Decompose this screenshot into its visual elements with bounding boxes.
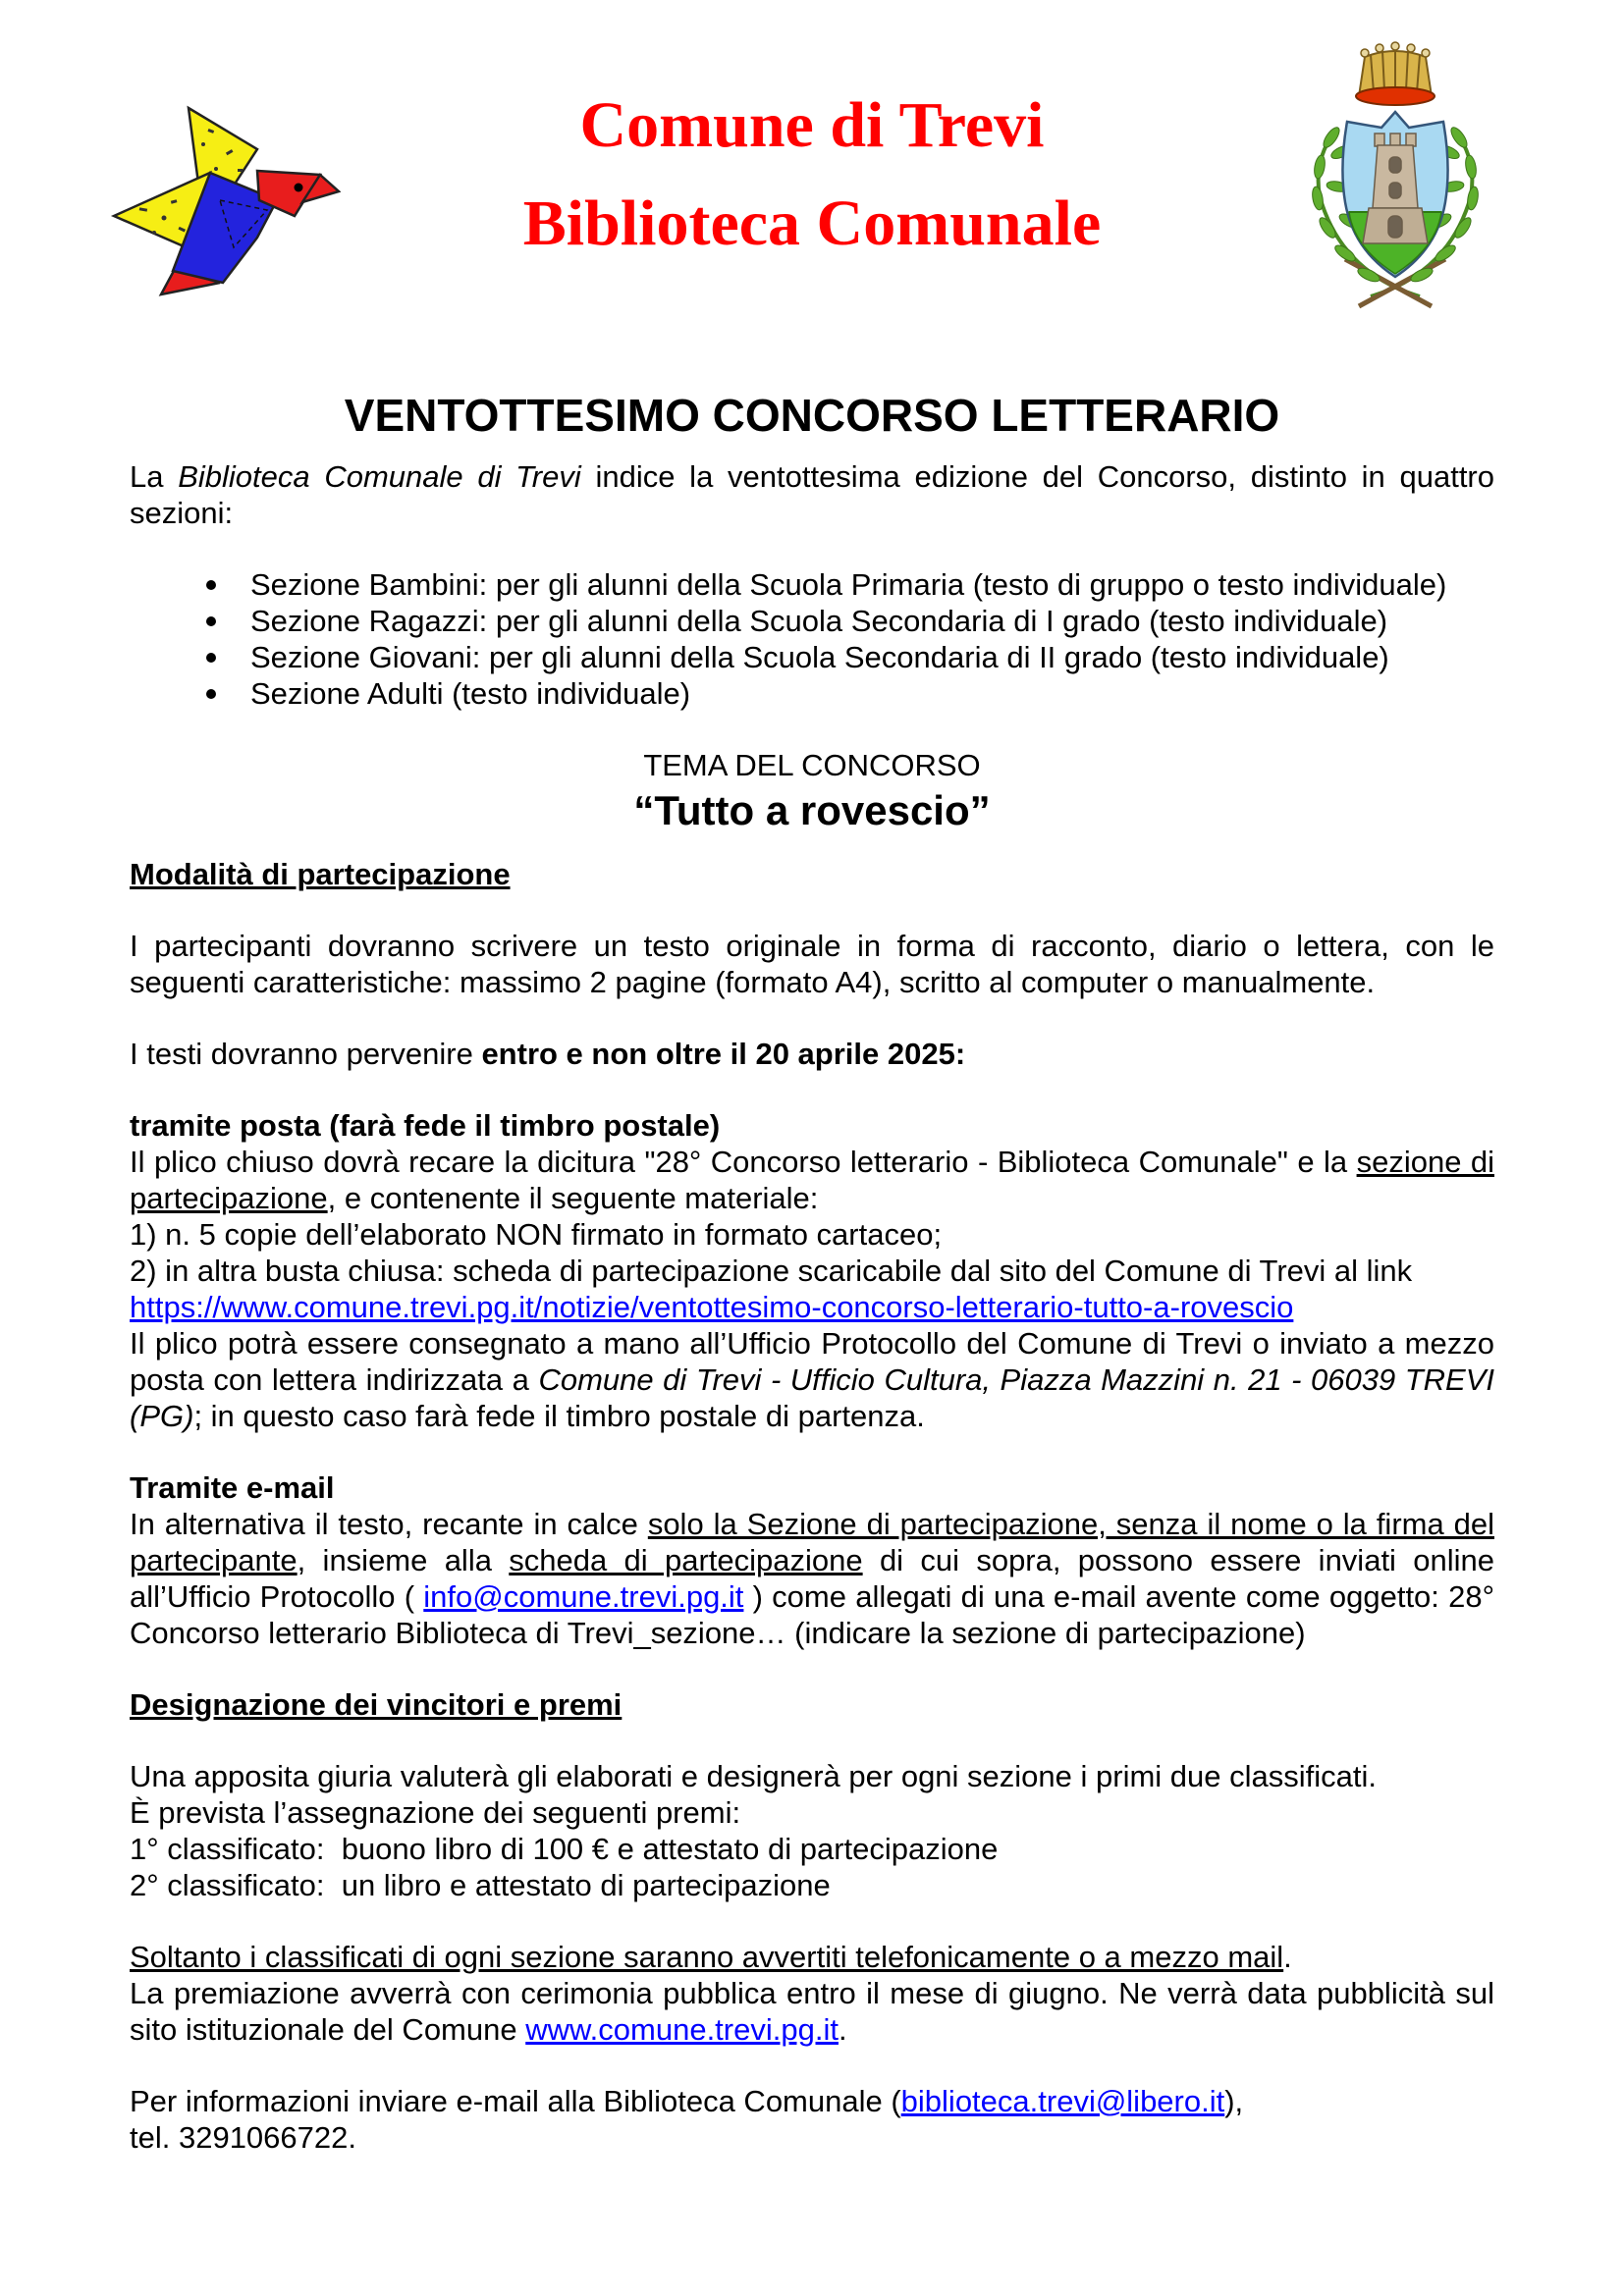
consegna-paragraph — [130, 1325, 1494, 1434]
tema-label: TEMA DEL CONCORSO — [643, 748, 981, 782]
heading-tramite-posta: tramite posta (farà fede il timbro postale) — [130, 1108, 721, 1143]
document-body — [0, 389, 1624, 2156]
avviso-paragraph — [130, 1939, 1494, 1975]
participation-paragraph: I partecipanti dovranno scrivere un testo originale in forma di racconto, diario o lettera, con le seguenti caratteristiche: massimo 2 pagine (formato A4), scritto al computer o manualmente. — [130, 929, 1494, 999]
info-pre: Per informazioni inviare e-mail alla Biblioteca Comunale ( — [130, 2084, 901, 2118]
document-header — [0, 0, 1624, 344]
header-title-line-2: Biblioteca Comunale — [522, 187, 1102, 259]
plico-underline: sezione di partecipazione — [130, 1145, 1494, 1215]
comune-site-link[interactable]: www.comune.trevi.pg.it — [525, 2012, 839, 2047]
bullet-sezione-ragazzi: Sezione Ragazzi: per gli alunni della Scuola Secondaria di I grado (testo individuale) — [204, 603, 1494, 639]
material-item-1: 1) n. 5 copie dell’elaborato NON firmato in formato cartaceo; — [130, 1217, 943, 1252]
plico-pre: Il plico chiuso dovrà recare la dicitura "28° Concorso letterario - Biblioteca Comunale" e la — [130, 1145, 1357, 1179]
email-underline-2: scheda di partecipazione — [509, 1543, 863, 1577]
premiazione-paragraph — [130, 1975, 1494, 2048]
avviso-block — [130, 1939, 1494, 2048]
telephone-line: tel. 3291066722. — [130, 2120, 356, 2155]
email-paragraph — [130, 1506, 1494, 1651]
premiazione-post: . — [838, 2012, 847, 2047]
deadline-pre: I testi dovranno pervenire — [130, 1037, 482, 1071]
bullet-sezione-giovani: Sezione Giovani: per gli alunni della Scuola Secondaria di II grado (testo individuale) — [204, 639, 1494, 675]
email-post: ) come allegati di una e-mail avente come oggetto: 28° Concorso letterario Biblioteca di Trevi_sezione… (indicare la sezione di partecipazione) — [130, 1579, 1495, 1650]
comune-di-trevi-coat-of-arms — [1272, 39, 1518, 314]
section-bullet-list — [130, 566, 1494, 712]
premio-secondo: 2° classificato: un libro e attestato di partecipazione — [130, 1868, 831, 1902]
deadline-paragraph — [130, 1036, 1494, 1072]
intro-pre: La — [130, 459, 179, 494]
premi-block — [130, 1758, 1494, 1903]
giuria-paragraph: Una apposita giuria valuterà gli elaborati e designerà per ogni sezione i primi due classificati. — [130, 1759, 1377, 1793]
premiazione-pre: La premiazione avverrà con cerimonia pubblica entro il mese di giugno. Ne verrà data pubblicità sul sito istituzionale del Comune — [130, 1976, 1494, 2047]
plico-paragraph — [130, 1144, 1494, 1216]
intro-paragraph — [130, 458, 1494, 531]
crown — [1356, 42, 1435, 105]
email-underline-1: solo la Sezione di partecipazione, senza il nome o la firma del partecipante — [130, 1507, 1494, 1577]
deadline-bold: entro e non oltre il 20 aprile 2025: — [481, 1037, 966, 1071]
posta-block — [130, 1107, 1494, 1434]
premio-primo: 1° classificato: buono libro di 100 € e attestato di partecipazione — [130, 1832, 999, 1866]
header-title-line-1: Comune di Trevi — [579, 89, 1045, 161]
bullet-sezione-bambini: Sezione Bambini: per gli alunni della Scuola Primaria (testo di gruppo o testo individuale) — [204, 566, 1494, 603]
plico-post: , e contenente il seguente materiale: — [327, 1181, 819, 1215]
email-block — [130, 1469, 1494, 1651]
consegna-post: ; in questo caso farà fede il timbro postale di partenza. — [193, 1399, 925, 1433]
bullet-sezione-adulti: Sezione Adulti (testo individuale) — [204, 675, 1494, 712]
biblioteca-email-link[interactable]: biblioteca.trevi@libero.it — [900, 2084, 1225, 2118]
origami-bird-logo — [110, 90, 341, 301]
consegna-pre: Il plico potrà essere consegnato a mano all’Ufficio Protocollo del Comune di Trevi o inviato a mezzo posta con lettera indirizzata a — [130, 1326, 1494, 1397]
heading-modalita: Modalità di partecipazione — [130, 857, 511, 891]
premi-intro: È prevista l’assegnazione dei seguenti premi: — [130, 1795, 741, 1830]
info-post: ), — [1224, 2084, 1244, 2118]
contest-title: VENTOTTESIMO CONCORSO LETTERARIO — [344, 390, 1280, 441]
protocollo-email-link[interactable]: info@comune.trevi.pg.it — [423, 1579, 744, 1614]
contest-link-line — [130, 1289, 1494, 1325]
contest-page-link[interactable]: https://www.comune.trevi.pg.it/notizie/ventottesimo-concorso-letterario-tutto-a-rovescio — [130, 1290, 1294, 1324]
intro-post: indice la ventottesima edizione del Concorso, distinto in quattro sezioni: — [130, 459, 1494, 530]
email-mid-1: , insieme alla — [297, 1543, 510, 1577]
consegna-address-italic: Comune di Trevi - Ufficio Cultura, Piazza Mazzini n. 21 - 06039 TREVI (PG) — [130, 1362, 1495, 1433]
library-name-italic: Biblioteca Comunale di Trevi — [178, 459, 581, 494]
heading-vincitori: Designazione dei vincitori e premi — [130, 1687, 623, 1722]
library-header-title — [363, 77, 1261, 273]
heading-tramite-email: Tramite e-mail — [130, 1470, 335, 1505]
email-mid-2: di cui sopra, possono essere inviati online all’Ufficio Protocollo ( — [130, 1543, 1494, 1614]
info-paragraph — [130, 2083, 1494, 2119]
avviso-post: . — [1283, 1940, 1292, 1974]
material-item-2: 2) in altra busta chiusa: scheda di partecipazione scaricabile dal sito del Comune di Trevi al link — [130, 1254, 1413, 1288]
tema-title: “Tutto a rovescio” — [633, 787, 991, 833]
email-pre: In alternativa il testo, recante in calce — [130, 1507, 648, 1541]
footer-block — [130, 2083, 1494, 2156]
avviso-underline: Soltanto i classificati di ogni sezione saranno avvertiti telefonicamente o a mezzo mail — [130, 1940, 1284, 1974]
